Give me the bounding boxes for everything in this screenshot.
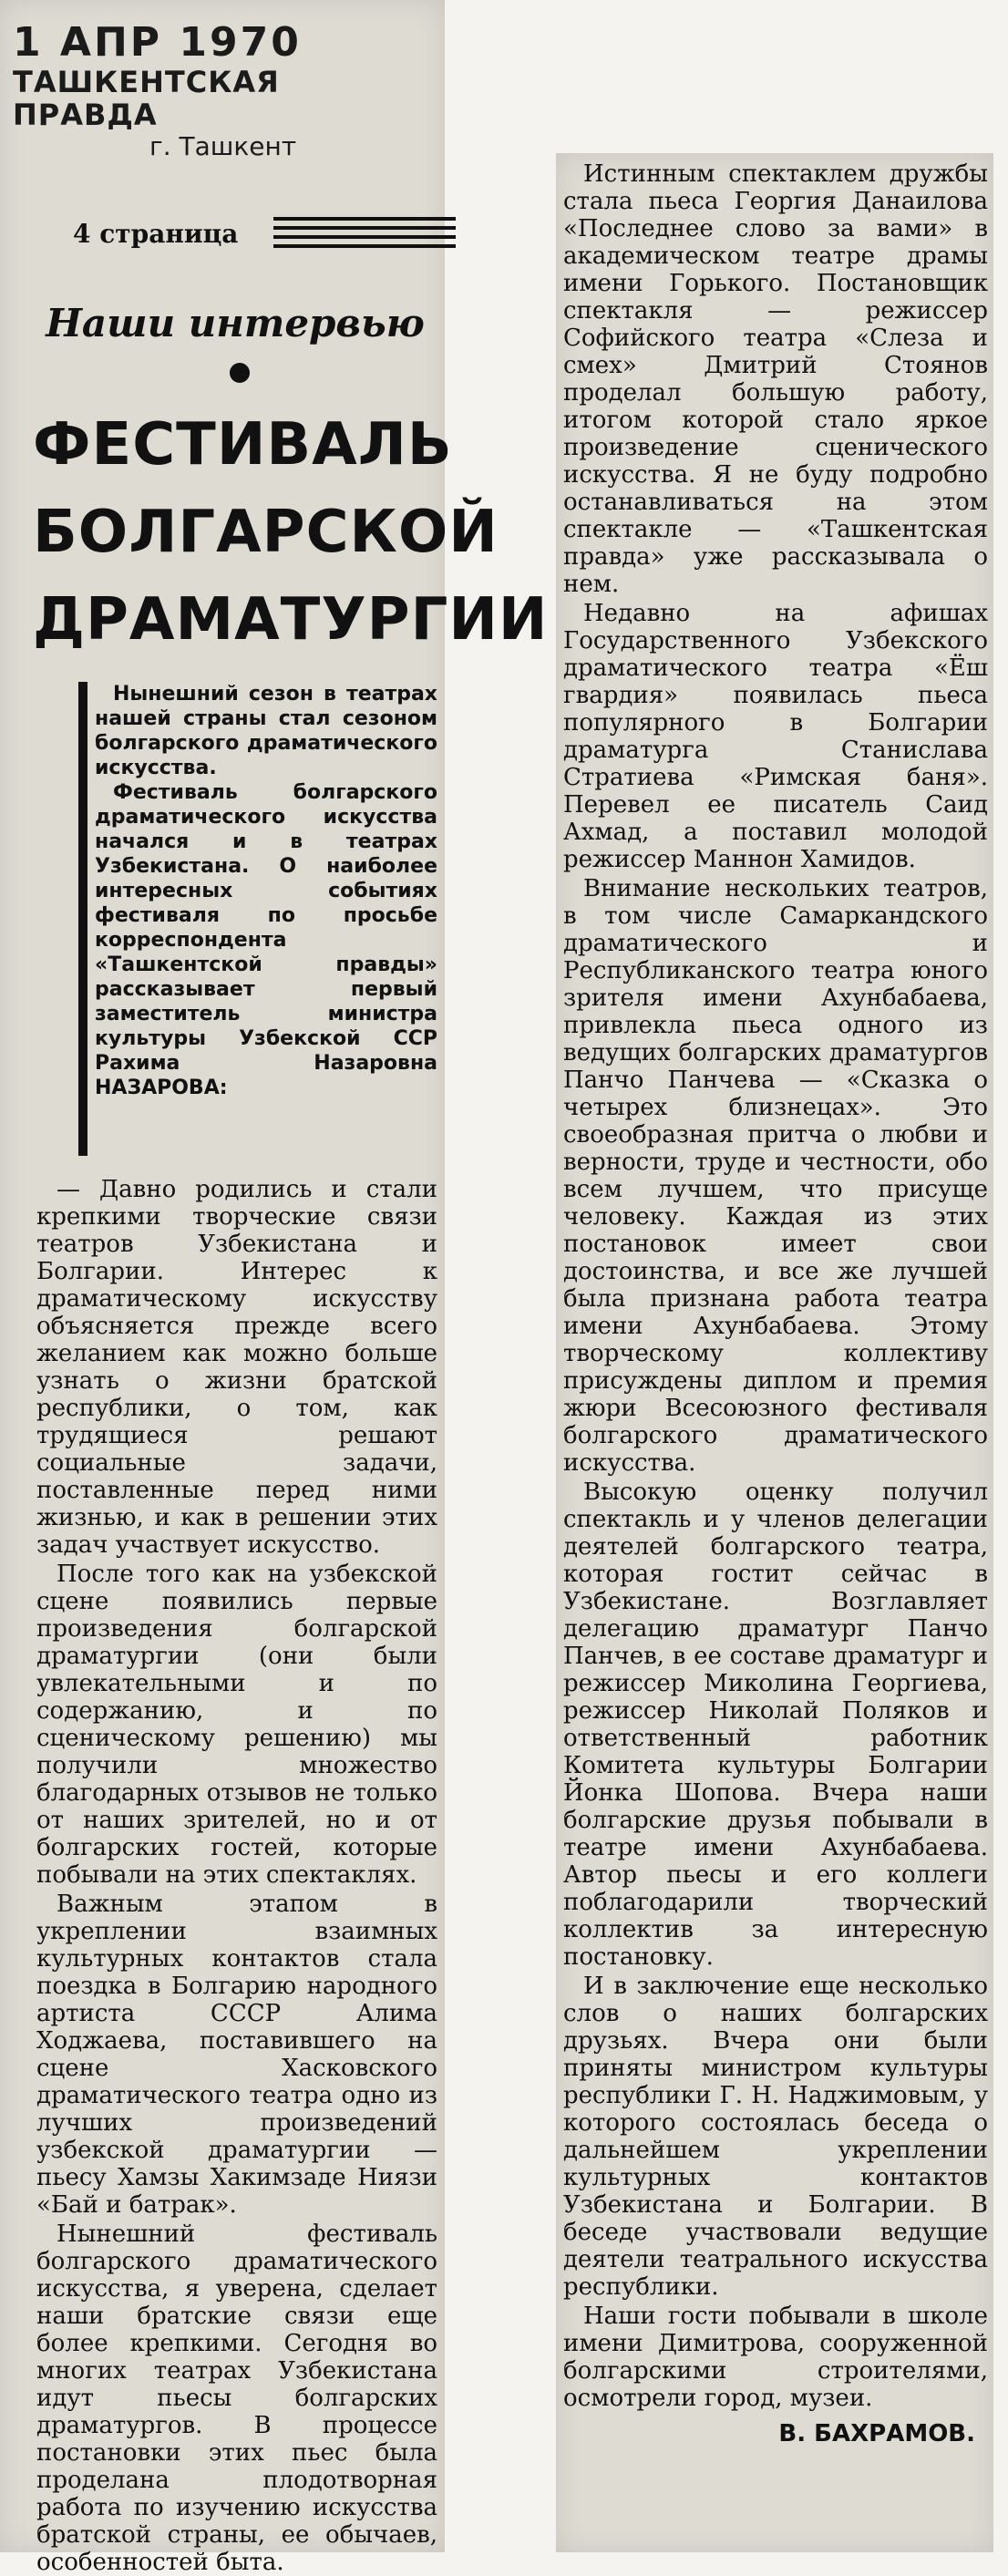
stamp-city: г. Ташкент xyxy=(149,131,297,161)
headline-line: ДРАМАТУРГИИ xyxy=(33,586,549,654)
lead-bar xyxy=(78,682,87,1156)
article-paragraph: Истинным спектаклем дружбы стала пьеса Георгия Данаилова «Последнее слово за вами» в академическом театре драмы имени Горького. Постановщик спектакля — режиссер Софийского театра «Слеза и смех» Дмитрий Стоянов проделал большую работу, итогом которой стало яркое произведение сценического искусства. Я не буду подробно останавливаться на этом спектакле — «Ташкентская правда» уже рассказывала о нем. xyxy=(563,160,988,598)
article-paragraph: Высокую оценку получил спектакль и у членов делегации деятелей болгарского театра, которая гостит сейчас в Узбекистане. Возглавляет делегацию драматург Панчо Панчев, в ее составе драматург и режиссер Миколина Георгиева, режиссер Николай Поляков и ответственный работник Комитета культуры Болгарии Йонка Шопова. Вчера наши болгарские друзья побывали в театре имени Ахунбабаева. Автор пьесы и его коллеги поблагодарили творческий коллектив за интересную постановку. xyxy=(563,1479,988,1971)
headline xyxy=(33,401,549,664)
article-paragraph: Нынешний фестиваль болгарского драматического искусства, я уверена, сделает наши братские связи еще более крепкими. Сегодня во многих театрах Узбекистана идут пьесы болгарских драматургов. В процессе постановки этих пьес была проделана плодотворная работа по изучению искусства братской страны, ее обычаев, особенностей быта. xyxy=(36,2221,437,2576)
stamp-newspaper: ТАШКЕНТСКАЯ ПРАВДА xyxy=(13,65,280,132)
rubric-title: Наши интервью xyxy=(46,301,425,345)
article-paragraph: После того как на узбекской сцене появились первые произведения болгарской драматургии (они были увлекательными и по содержанию, и по сценическому решению) мы получили множество благодарных отзывов не только от наших зрителей, но и от болгарских гостей, которые побывали на этих спектаклях. xyxy=(36,1561,437,1889)
headline-line: ФЕСТИВАЛЬ xyxy=(33,411,453,479)
author-byline: В. БАХРАМОВ. xyxy=(778,2420,975,2447)
page-label: 4 страница xyxy=(73,219,239,249)
article-paragraph: Недавно на афишах Государственного Узбекского драматического театра «Ёш гвардия» появилась пьеса популярного в Болгарии драматурга Станислава Стратиева «Римская баня». Перевел ее писатель Саид Ахмад, а поставил молодой режиссер Маннон Хамидов. xyxy=(563,600,988,873)
archive-stamp xyxy=(13,20,396,162)
article-paragraph: Наши гости побывали в школе имени Димитрова, сооруженной болгарскими строителями, осмотрели город, музеи. xyxy=(563,2303,988,2412)
article-paragraph: И в заключение еще несколько слов о наших болгарских друзьях. Вчера они были приняты министром культуры республики Г. Н. Наджимовым, у которого состоялась беседа о дальнейшем укреплении культурных контактов Узбекистана и Болгарии. В беседе участвовали ведущие деятели театрального искусства республики. xyxy=(563,1973,988,2301)
article-column-right xyxy=(563,160,988,2448)
article-paragraph: Важным этапом в укреплении взаимных культурных контактов стала поездка в Болгарию народного артиста СССР Алима Ходжаева, поставившего на сцене Хасковского драматического театра одно из лучших произведений узбекской драматургии — пьесу Хамзы Хакимзаде Ниязи «Бай и батрак». xyxy=(36,1891,437,2219)
article-paragraph: Внимание нескольких театров, в том числе Самаркандского драматического и Республиканского театра юного зрителя имени Ахунбабаева, привлекла пьеса одного из ведущих болгарских драматургов Панчо Панчева — «Сказка о четырех близнецах». Это своеобразная притча о любви и верности, труде и честности, обо всем лучшем, что присуще человеку. Каждая из этих постановок имеет свои достоинства, и все же лучшей была признана работа театра имени Ахунбабаева. Этому творческому коллективу присуждены диплом и премия жюри Всесоюзного фестиваля болгарского драматического искусства. xyxy=(563,875,988,1477)
decorative-rule xyxy=(273,217,456,253)
article-paragraph: — Давно родились и стали крепкими творческие связи театров Узбекистана и Болгарии. Интерес к драматическому искусству объясняется прежде всего желанием как можно больше узнать о жизни братской республики, о том, как трудящиеся решают социальные задачи, поставленные перед ними жизнью, и как в решении этих задач участвует искусство. xyxy=(36,1176,437,1559)
headline-line: БОЛГАРСКОЙ xyxy=(33,499,499,566)
article-column-left xyxy=(36,1176,437,2576)
lead-text: Фестиваль болгарского драматического искусства начался и в театрах Узбекистана. О наиболее интересных событиях фестиваля по просьбе корреспондента «Ташкентской правды» рассказывает первый заместитель министра культуры Узбекской ССР Рахима Назаровна НАЗАРОВА: xyxy=(95,781,437,1099)
lead-text: Нынешний сезон в театрах нашей страны стал сезоном болгарского драматического искусства. xyxy=(95,683,437,779)
lead-paragraph xyxy=(95,682,437,1100)
stamp-date: 1 АПР 1970 xyxy=(13,19,302,66)
bullet-dot xyxy=(230,363,250,383)
